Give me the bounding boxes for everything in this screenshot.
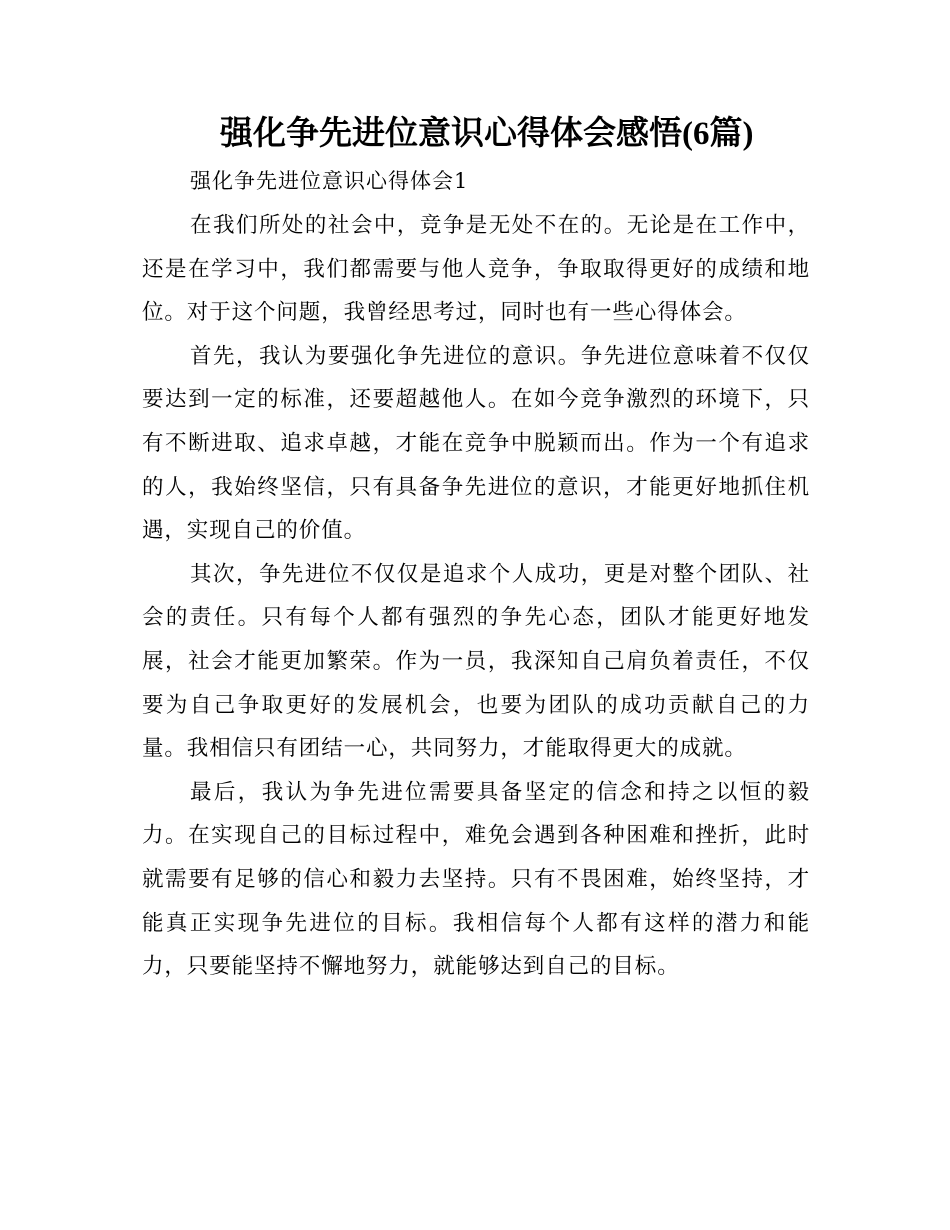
document-page [142,108,810,989]
section-heading: 强化争先进位意识心得体会1 [190,169,469,193]
paragraph-1: 在我们所处的社会中，竞争是无处不在的。无论是在工作中，还是在学习中，我们都需要与他人竞争，争取取得更好的成绩和地位。对于这个问题，我曾经思考过，同时也有一些心得体会。 [142,213,810,326]
paragraph-2: 首先，我认为要强化争先进位的意识。争先进位意味着不仅仅要达到一定的标准，还要超越他人。在如今竞争激烈的环境下，只有不断进取、追求卓越，才能在竞争中脱颖而出。作为一个有追求的人，我始终坚信，只有具备争先进位的意识，才能更好地抓住机遇，实现自己的价值。 [142,343,810,544]
paragraph-4: 最后，我认为争先进位需要具备坚定的信念和持之以恒的毅力。在实现自己的目标过程中，难免会遇到各种困难和挫折，此时就需要有足够的信心和毅力去坚持。只有不畏困难，始终坚持，才能真正实现争先进位的目标。我相信每个人都有这样的潜力和能力，只要能坚持不懈地努力，就能够达到自己的目标。 [142,779,810,980]
paragraph-3: 其次，争先进位不仅仅是追求个人成功，更是对整个团队、社会的责任。只有每个人都有强烈的争先心态，团队才能更好地发展，社会才能更加繁荣。作为一员，我深知自己肩负着责任，不仅要为自己争取更好的发展机会，也要为团队的成功贡献自己的力量。我相信只有团结一心，共同努力，才能取得更大的成就。 [142,561,810,762]
document-title: 强化争先进位意识心得体会感悟(6篇) [220,116,754,152]
